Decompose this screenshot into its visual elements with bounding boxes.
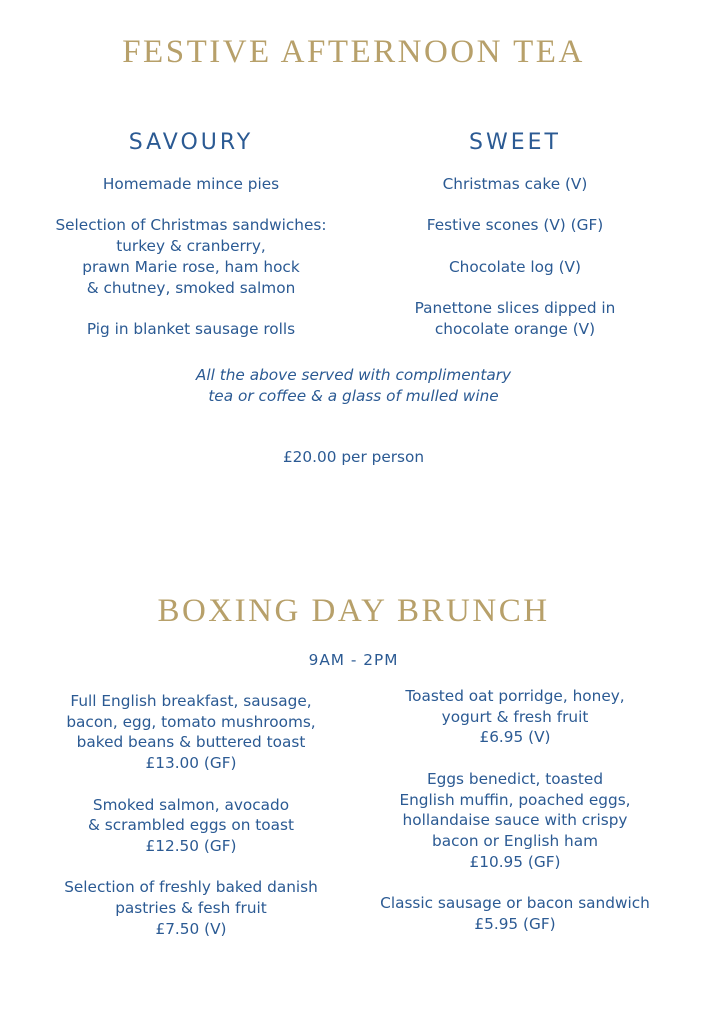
sweet-column (355, 129, 675, 340)
afternoon-tea-price: £20.00 per person (282, 448, 425, 466)
menu-item: Smoked salmon, avocado & scrambled eggs on toast £12.50 (GF) (88, 795, 294, 855)
menu-item: Chocolate log (V) (449, 257, 581, 276)
menu-item: Selection of freshly baked danish pastries & fesh fruit £7.50 (V) (64, 878, 318, 938)
boxing-day-brunch-title: BOXING DAY BRUNCH (157, 593, 550, 629)
menu-item: Eggs benedict, toasted English muffin, poached eggs, hollandaise sauce with crispy bacon or English ham £10.95 (GF) (399, 769, 631, 871)
brunch-right-column (355, 686, 675, 934)
menu-item: Toasted oat porridge, honey, yogurt & fresh fruit £6.95 (V) (405, 687, 625, 747)
menu-item: Classic sausage or bacon sandwich £5.95 (GF) (380, 894, 650, 933)
menu-item: Christmas cake (V) (442, 175, 588, 193)
sweet-heading: SWEET (469, 130, 561, 155)
menu-item: Festive scones (V) (GF) (426, 216, 604, 235)
menu-item: Pig in blanket sausage rolls (86, 319, 296, 338)
savoury-column (31, 129, 351, 340)
served-with-note: All the above served with complimentary tea or coffee & a glass of mulled wine (195, 366, 512, 405)
afternoon-tea-title: FESTIVE AFTERNOON TEA (122, 34, 585, 70)
menu-item: Full English breakfast, sausage, bacon, egg, tomato mushrooms, baked beans & buttered toast £13.00 (GF) (66, 692, 316, 773)
menu-item: Panettone slices dipped in chocolate orange (V) (414, 299, 616, 338)
menu-item: Selection of Christmas sandwiches: turkey & cranberry, prawn Marie rose, ham hock & chutney, smoked salmon (55, 216, 327, 297)
brunch-left-column (31, 691, 351, 939)
menu-item: Homemade mince pies (102, 175, 280, 193)
brunch-hours: 9AM - 2PM (308, 651, 399, 669)
savoury-heading: SAVOURY (128, 130, 254, 155)
